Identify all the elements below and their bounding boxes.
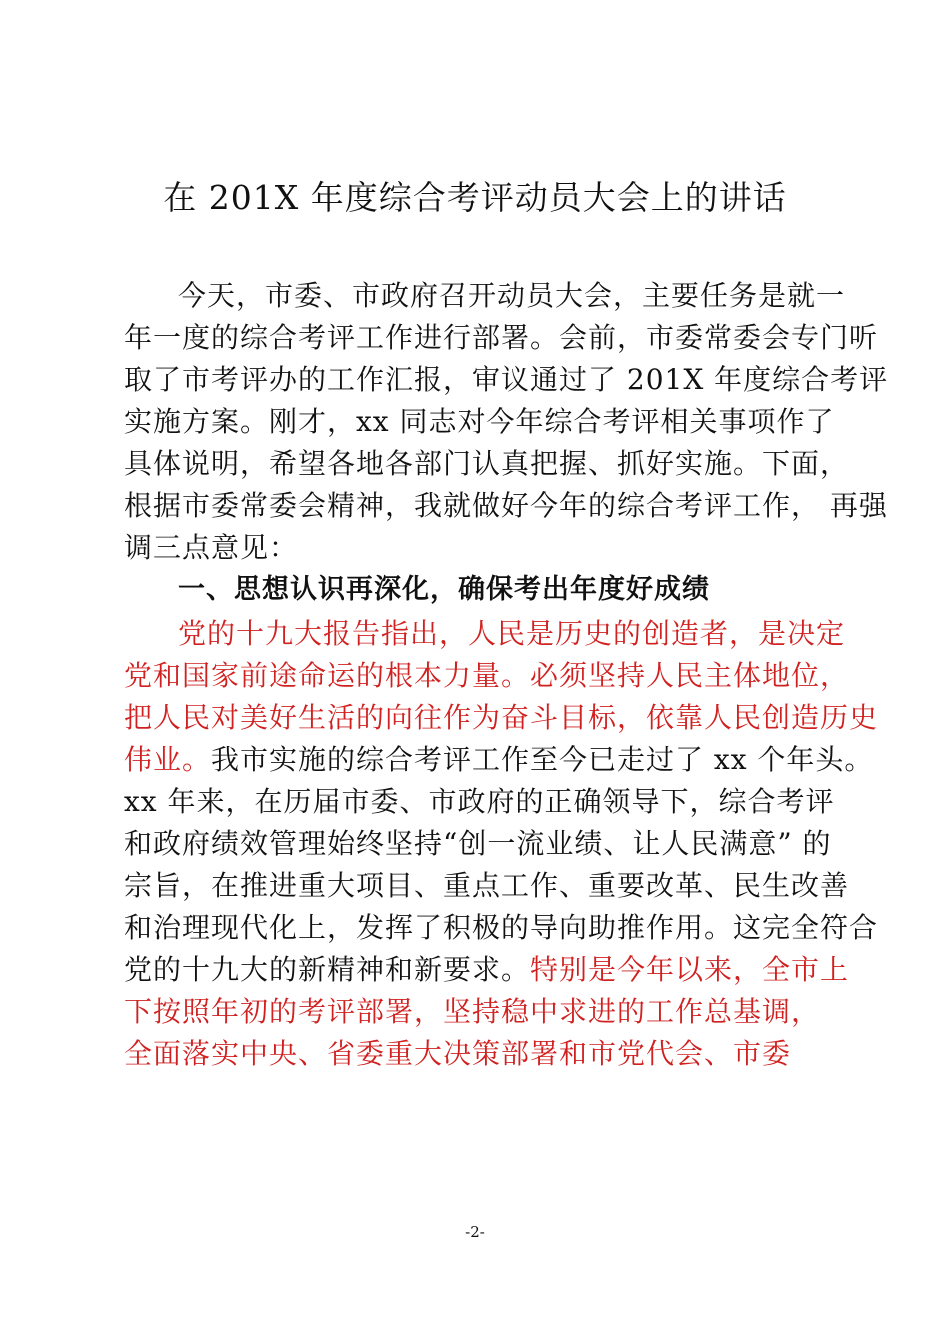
section-line [124,992,820,1032]
emphasis-text: 全面落实中央、省委重大决策部署和市党代会、市委 [124,1037,792,1070]
page-number: -2- [465,1223,485,1241]
body-text: 我市实施的综合考评工作至今已走过了 xx 个年头。 [211,743,874,776]
emphasis-text: 党和国家前途命运的根本力量。必须坚持人民主体地位， [124,659,850,692]
body-text: 宗旨，在推进重大项目、重点工作、重要改革、民生改善 [124,869,850,902]
section-line [124,866,849,906]
emphasis-text: 伟业。 [124,743,212,776]
emphasis-text: 党的十九大报告指出，人民是历史的创造者，是决定 [178,617,846,650]
section-line [178,614,845,654]
section-line [124,656,849,696]
body-text: 和治理现代化上，发挥了积极的导向助推作用。这完全符合 [124,911,879,944]
section-line [124,698,878,738]
section-line [124,824,832,864]
section-line [124,950,849,990]
body-text: 和政府绩效管理始终坚持“创一流业绩、让人民满意” 的 [124,827,832,860]
section-line [124,908,878,948]
intro-line: 根据市委常委会精神，我就做好今年的综合考评工作， 再强 [124,489,888,522]
intro-line: 取了市考评办的工作汇报，审议通过了 201X 年度综合考评 [124,363,889,396]
section-line [124,740,873,780]
intro-line: 实施方案。刚才，xx 同志对今年综合考评相关事项作了 [124,405,835,438]
section-line [124,1034,791,1074]
intro-line: 具体说明，希望各地各部门认真把握、抓好实施。下面， [124,447,850,480]
body-text: xx 年来，在历届市委、市政府的正确领导下，综合考评 [124,785,835,818]
intro-line: 年一度的综合考评工作进行部署。会前，市委常委会专门听 [124,321,879,354]
document-title: 在 201X 年度综合考评动员大会上的讲话 [163,178,787,217]
emphasis-text: 下按照年初的考评部署，坚持稳中求进的工作总基调， [124,995,821,1028]
emphasis-text: 把人民对美好生活的向往作为奋斗目标，依靠人民创造历史 [124,701,879,734]
section-heading: 一、思想认识再深化，确保考出年度好成绩 [178,574,710,605]
emphasis-text: 特别是今年以来，全市上 [530,953,850,986]
intro-line: 今天，市委、市政府召开动员大会，主要任务是就一 [178,279,846,312]
intro-line: 调三点意见： [124,531,299,564]
body-text: 党的十九大的新精神和新要求。 [124,953,531,986]
section-line [124,782,835,822]
